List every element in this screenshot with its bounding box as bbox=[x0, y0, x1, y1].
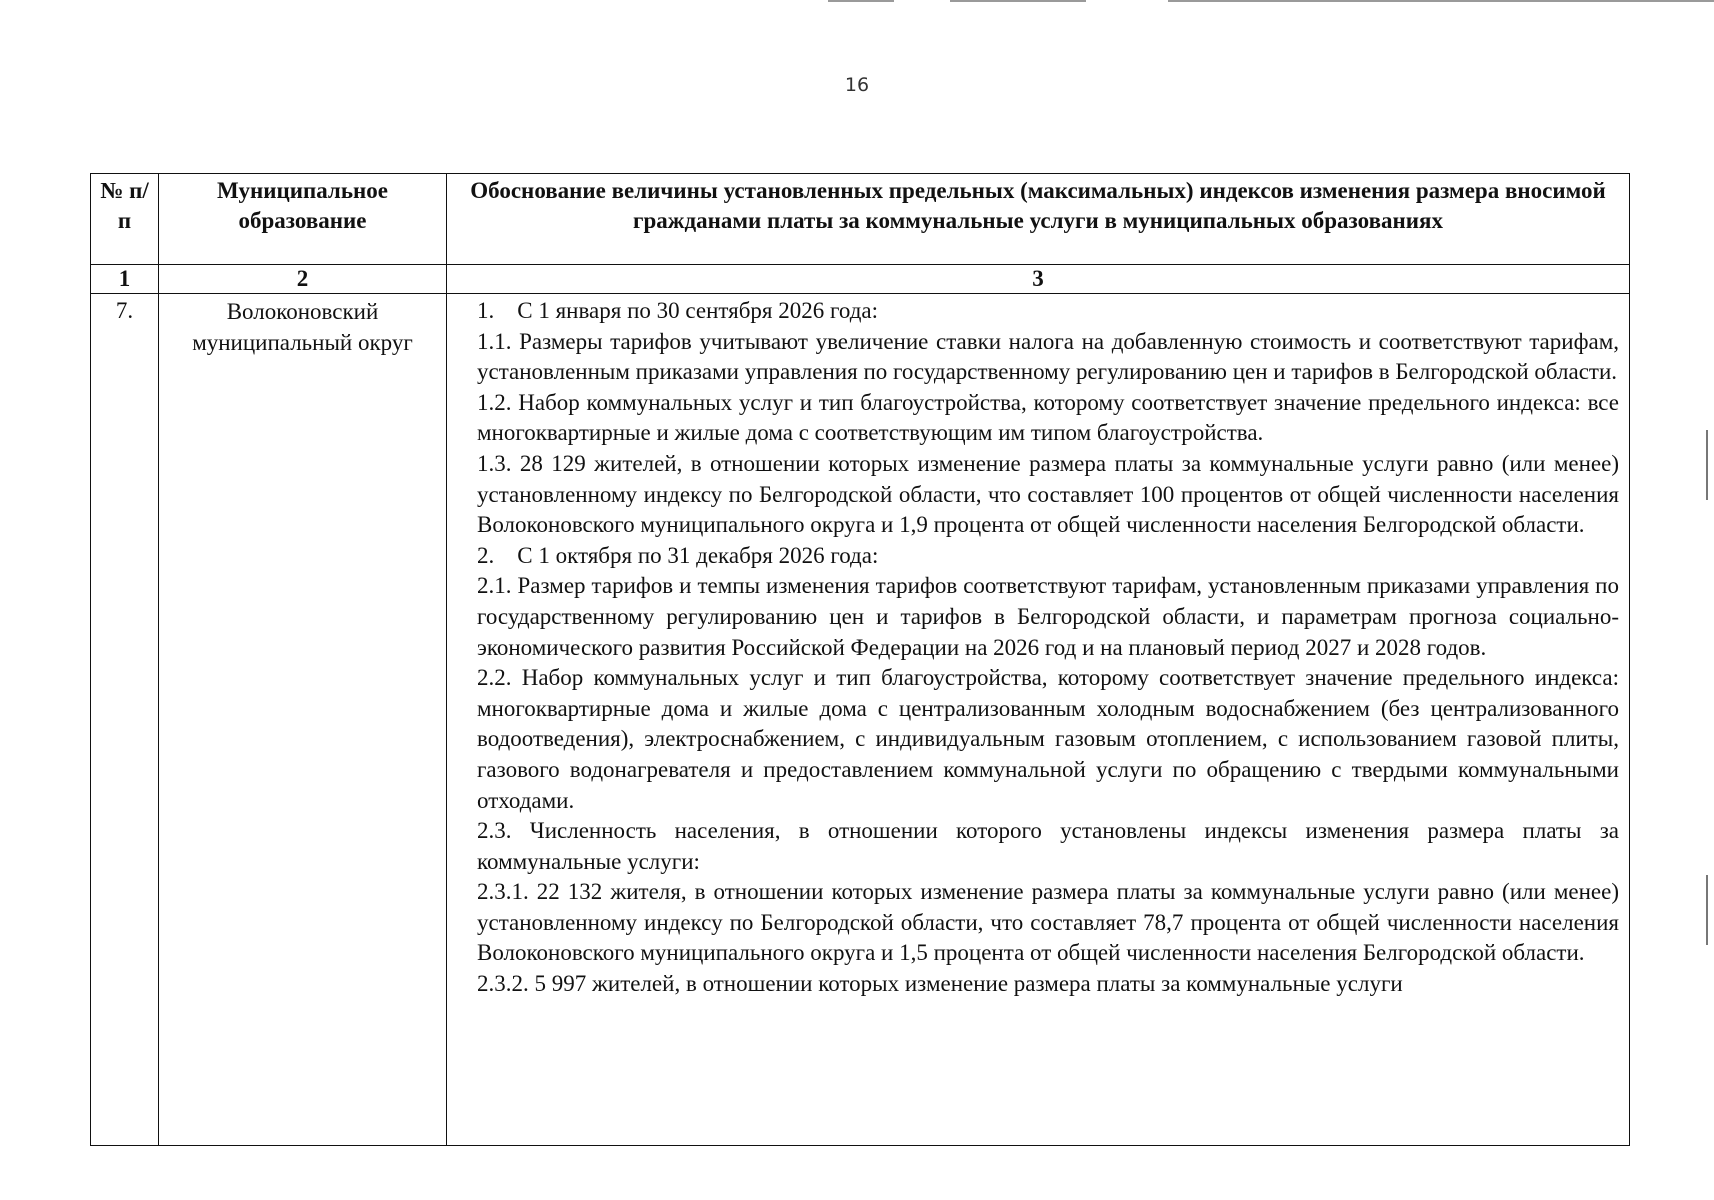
paragraph: 2. С 1 октября по 31 декабря 2026 года: bbox=[477, 542, 879, 568]
page-number: 16 bbox=[844, 74, 870, 96]
scan-artifact-line bbox=[828, 0, 894, 2]
justification-table bbox=[90, 173, 1630, 1146]
column-number: 1 bbox=[91, 265, 159, 294]
paragraph: 2.3.2. 5 997 жителей, в отношении которых изменение размера платы за коммунальные услуги bbox=[477, 971, 1403, 997]
paragraph: 2.3.1. 22 132 жителя, в отношении которых изменение размера платы за коммунальные услуги равно (или менее) установленному индексу по Белгородской области, что составляет 78,7 процента от общей численности населения Волоконовского муниципального округа и 1,5 процента от общей численности населения Белгородской области. bbox=[477, 879, 1619, 966]
table-header-row bbox=[91, 174, 1630, 265]
scan-artifact-line bbox=[950, 0, 1086, 2]
paragraph: 1.3. 28 129 жителей, в отношении которых изменение размера платы за коммунальные услуги равно (или менее) установленному индексу по Белгородской области, что составляет 100 процентов от общей численности населения Волоконовского муниципального округа и 1,9 процента от общей численности населения Белгородской области. bbox=[477, 450, 1619, 538]
header-number: № п/п bbox=[91, 174, 159, 265]
table-row bbox=[91, 294, 1630, 1146]
column-number: 2 bbox=[159, 265, 447, 294]
row-number: 7. bbox=[91, 294, 159, 1146]
paragraph: 1.1. Размеры тарифов учитывают увеличение ставки налога на добавленную стоимость и соответствуют тарифам, установленным приказами управления по государственному регулированию цен и тарифов в Белгородской области. bbox=[477, 328, 1619, 385]
paragraph: 2.1. Размер тарифов и темпы изменения тарифов соответствуют тарифам, установленным приказами управления по государственному регулированию цен и тарифов в Белгородской области, и параметрам прогноза социально-экономического развития Российской Федерации на 2026 год и на плановый период 2027 и 2028 годов. bbox=[477, 573, 1619, 660]
municipality-name: Волоконовский муниципальный округ bbox=[159, 294, 447, 1146]
scan-margin-mark bbox=[1706, 875, 1708, 945]
scan-margin-mark bbox=[1706, 430, 1708, 500]
justification-text bbox=[447, 294, 1630, 1146]
column-number-row bbox=[91, 265, 1630, 294]
header-municipality: Муниципальное образование bbox=[159, 174, 447, 265]
paragraph: 1.2. Набор коммунальных услуг и тип благоустройства, которому соответствует значение предельного индекса: все многоквартирные и жилые дома с соответствующим им типом благоустройства. bbox=[477, 389, 1619, 446]
scan-artifact-line bbox=[1168, 0, 1714, 2]
paragraph: 1. С 1 января по 30 сентября 2026 года: bbox=[477, 298, 878, 323]
column-number: 3 bbox=[447, 265, 1630, 294]
header-justification: Обоснование величины установленных предельных (максимальных) индексов изменения размера вносимой гражданами платы за коммунальные услуги в муниципальных образованиях bbox=[447, 174, 1630, 265]
paragraph: 2.2. Набор коммунальных услуг и тип благоустройства, которому соответствует значение предельного индекса: многоквартирные дома и жилые дома с централизованным холодным водоснабжением (без централизованного водоотведения), электроснабжением, с индивидуальным газовым отоплением, с использованием газовой плиты, газового водонагревателя и предоставлением коммунальной услуги по обращению с твердыми коммунальными отходами. bbox=[477, 665, 1619, 813]
paragraph: 2.3. Численность населения, в отношении которого установлены индексы изменения размера платы за коммунальные услуги: bbox=[477, 818, 1619, 874]
